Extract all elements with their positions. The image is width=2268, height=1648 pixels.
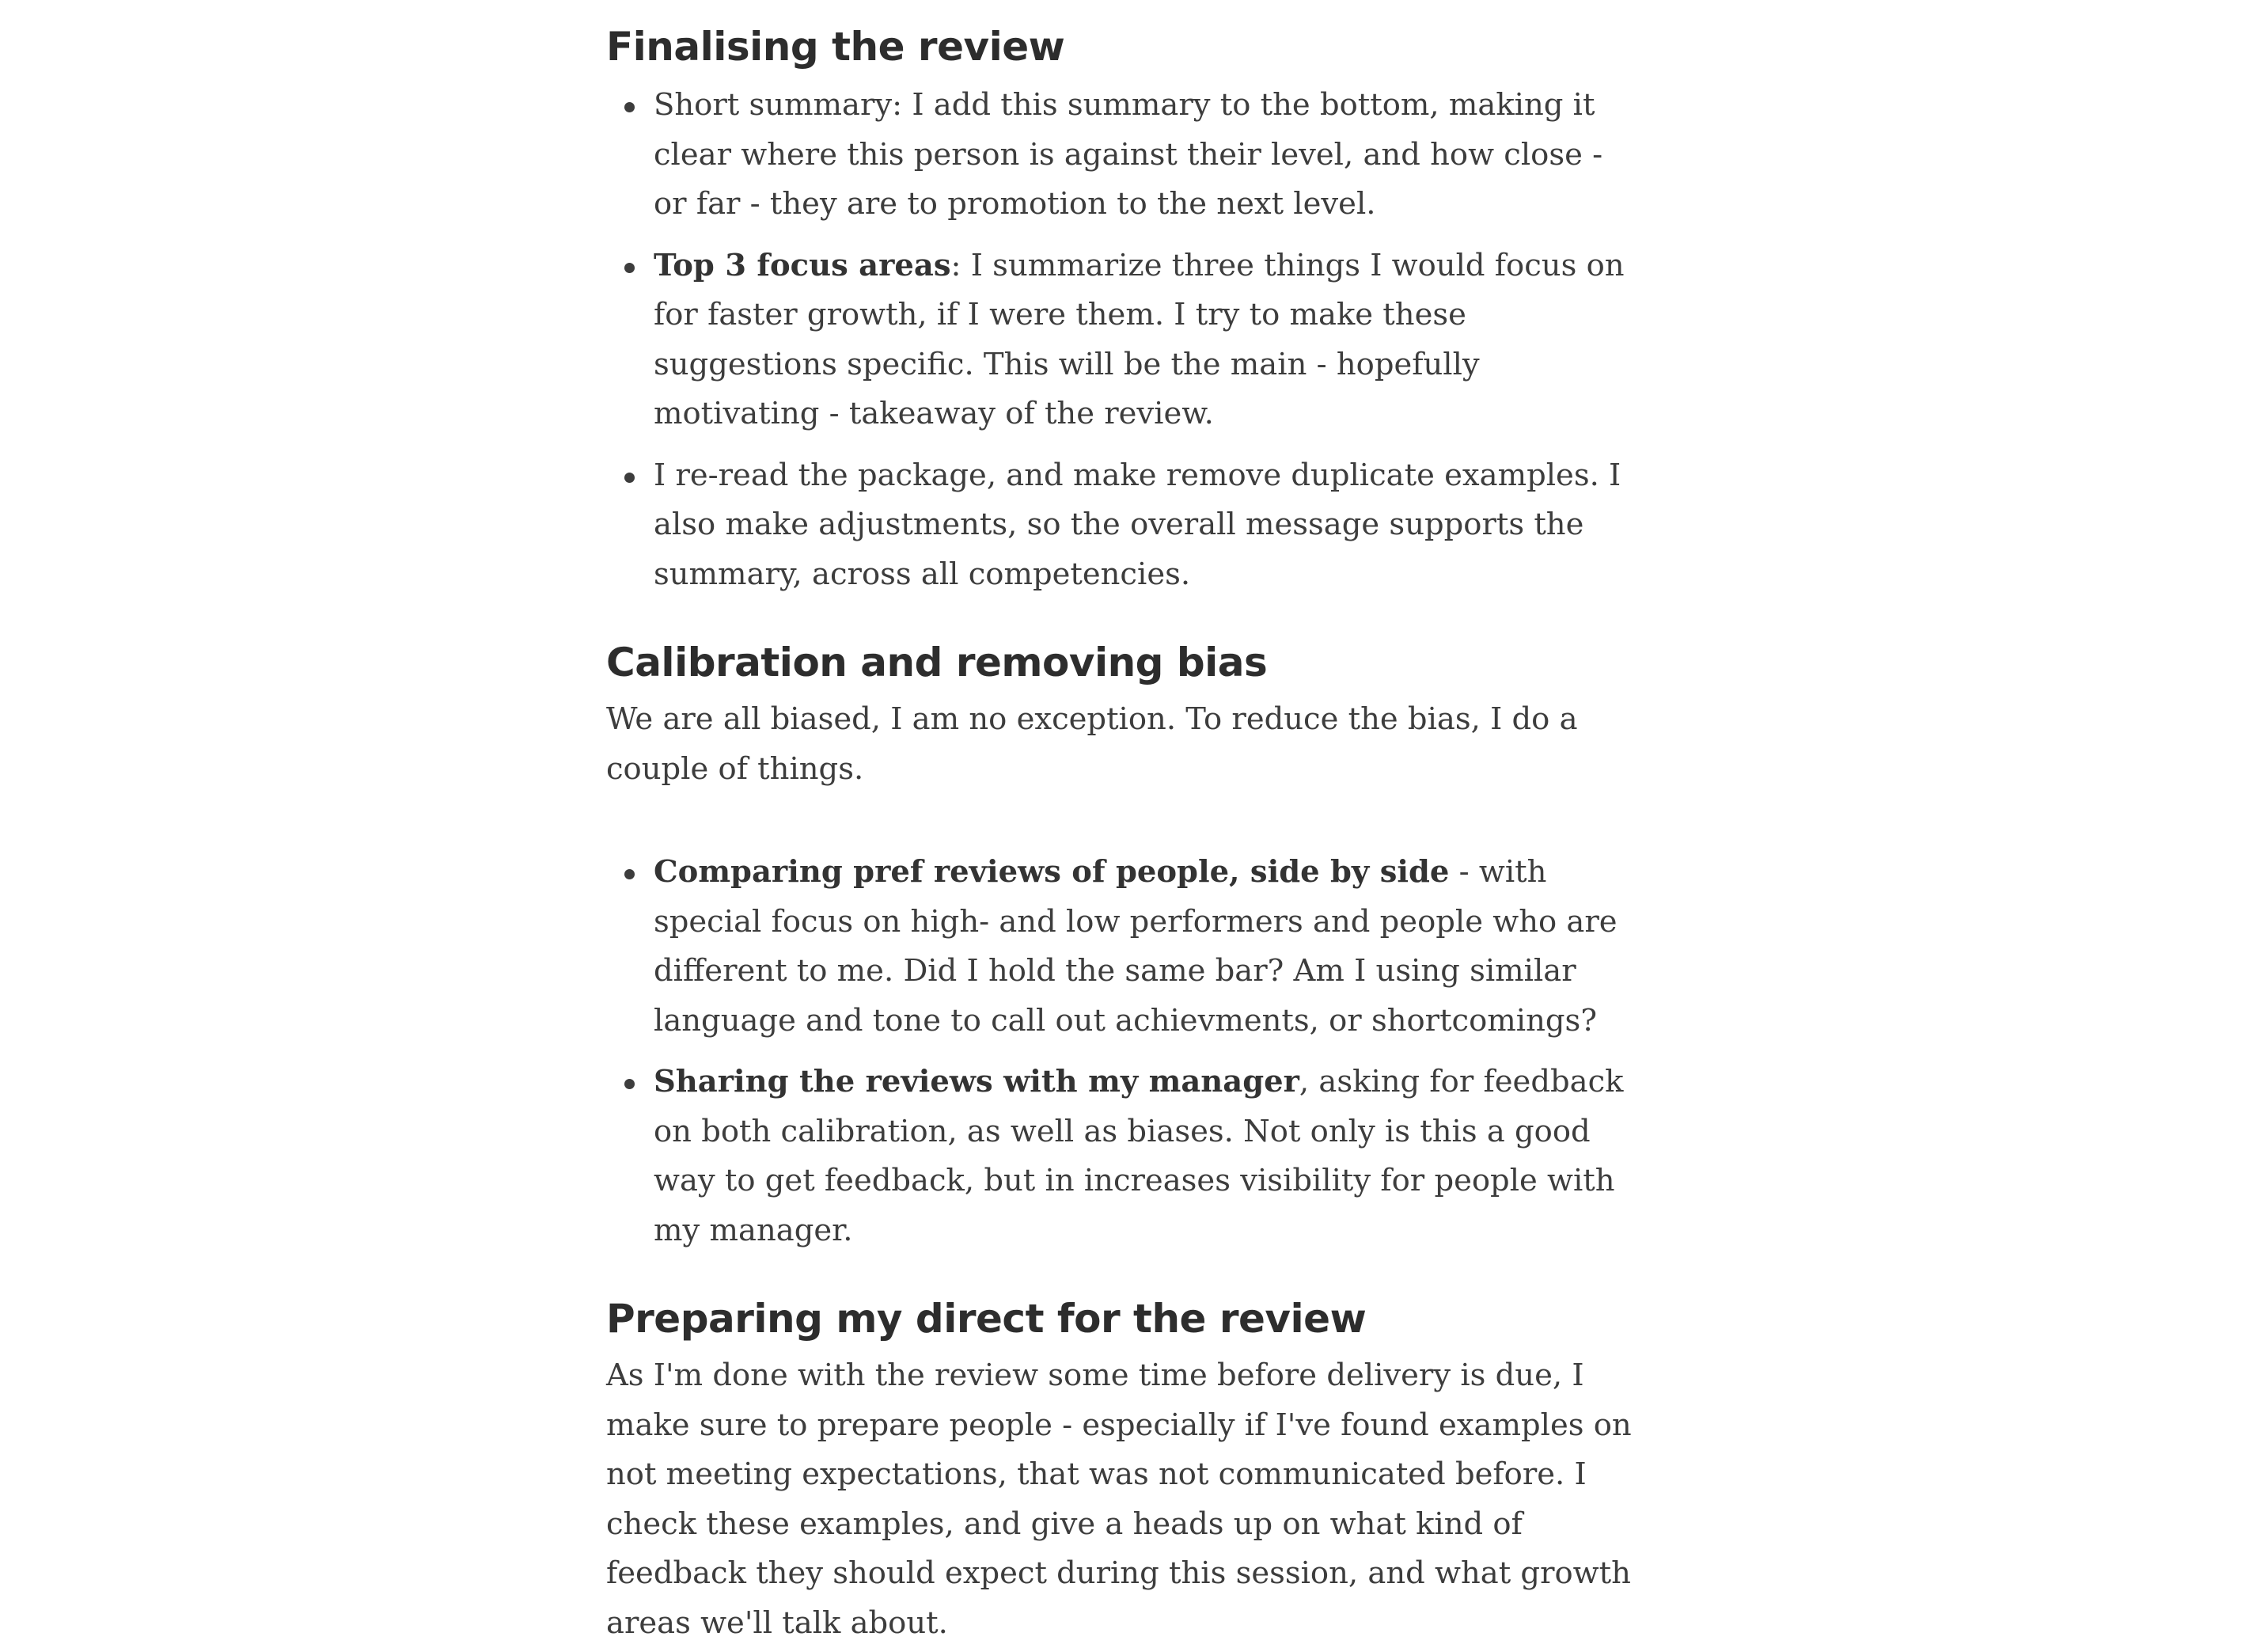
list-item — [654, 451, 1635, 600]
list-item-text: - with special focus on high- and low performers and people who are different to me. Did I hold the same bar? Am I using similar language and tone to call out achievments, or shortcomings? — [654, 854, 1618, 1039]
list-item — [654, 81, 1635, 230]
list-item — [654, 848, 1635, 1046]
calibration-list — [606, 848, 1635, 1255]
list-item-bold: Comparing pref reviews of people, side by side — [654, 854, 1450, 890]
preparing-paragraph: As I'm done with the review some time before delivery is due, I make sure to prepare people - especially if I've found examples on not meeting expectations, that was not communicated before. I check these examples, and give a heads up on what kind of feedback they should expect during this session, and what growth areas we'll talk about. — [606, 1358, 1632, 1641]
finalising-list — [606, 81, 1635, 599]
list-item — [654, 241, 1635, 439]
list-item-text: , asking for feedback on both calibration, as well as biases. Not only is this a good way to get feedback, but in increases visibility for people with my manager. — [654, 1064, 1624, 1248]
list-item-bold: Top 3 focus areas — [654, 247, 951, 283]
list-item-text: Short summary: I add this summary to the bottom, making it clear where this person is against their level, and how close - or far - they are to promotion to the next level. — [654, 87, 1603, 222]
section-heading-preparing: Preparing my direct for the review — [606, 1296, 1367, 1342]
section-heading-finalising: Finalising the review — [606, 24, 1065, 70]
list-item-bold: Sharing the reviews with my manager — [654, 1064, 1299, 1099]
article-content — [606, 19, 1635, 1648]
list-item — [654, 1058, 1635, 1255]
list-item-text: : I summarize three things I would focus on for faster growth, if I were them. I try to make these suggestions specific. This will be the main - hopefully motivating - takeaway of the review. — [654, 247, 1625, 431]
list-item-text: I re-read the package, and make remove duplicate examples. I also make adjustments, so the overall message supports the summary, across all competencies. — [654, 457, 1621, 592]
calibration-intro: We are all biased, I am no exception. To reduce the bias, I do a couple of things. — [606, 701, 1578, 787]
section-heading-calibration: Calibration and removing bias — [606, 640, 1268, 685]
